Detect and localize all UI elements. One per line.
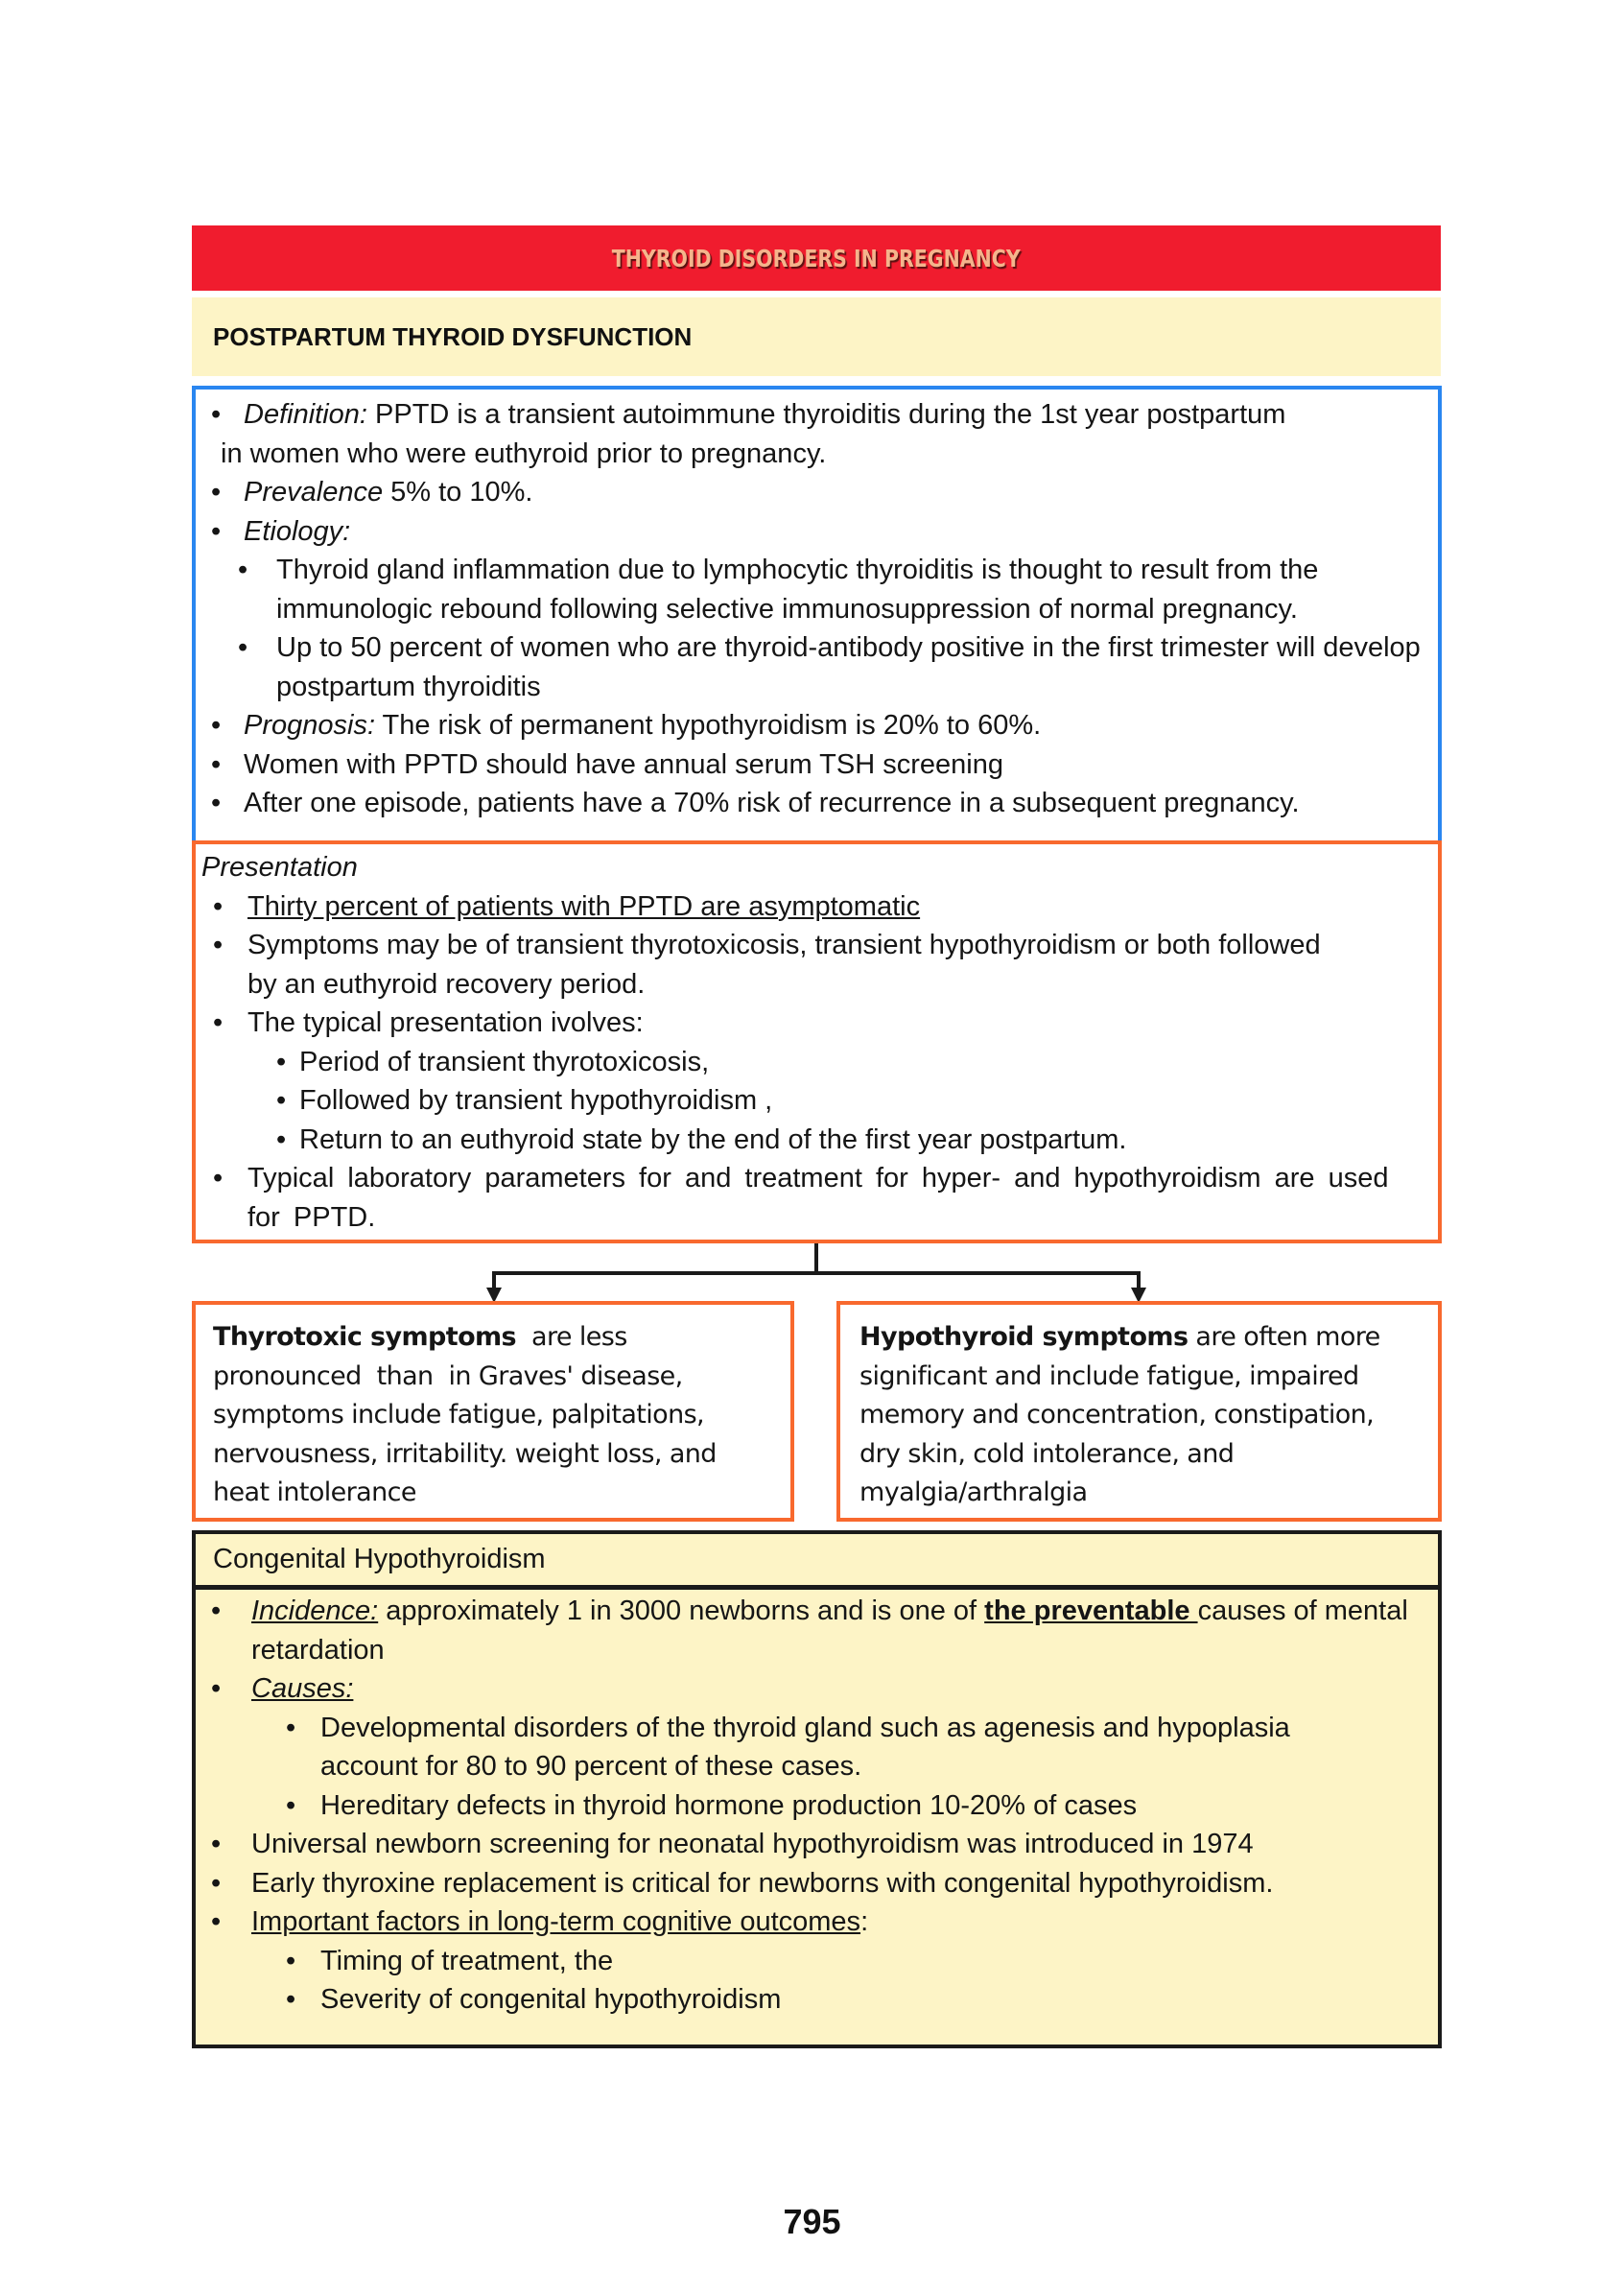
- etiology-subitem: • Up to 50 percent of women who are thyroid-antibody positive in the first trimester will develop postpartum thyroiditis: [196, 628, 1438, 706]
- prognosis-label: Prognosis:: [244, 710, 376, 741]
- incidence-item: [196, 1592, 1409, 1669]
- congenital-box: [192, 1530, 1442, 2048]
- symptoms-item: • Symptoms may be of transient thyrotoxicosis, transient hypothyroidism or both followed by an euthyroid recovery period.: [201, 926, 1409, 1004]
- causes-subitem: • Developmental disorders of the thyroid gland such as agenesis and hypoplasia account for 80 to 90 percent of these cases.: [196, 1709, 1409, 1786]
- thyrotoxic-box: [192, 1301, 794, 1522]
- etiology-label: Etiology:: [244, 515, 351, 547]
- definition-item: [196, 395, 1438, 435]
- hypothyroid-box: [836, 1301, 1442, 1522]
- recurrence-item: • After one episode, patients have a 70% risk of recurrence in a subsequent pregnancy.: [196, 784, 1438, 823]
- asymptomatic-text: Thirty percent of patients with PPTD are asymptomatic: [247, 890, 921, 922]
- chapter-title: THYROID DISORDERS IN PREGNANCY: [612, 244, 1021, 272]
- typical-subitem: • Followed by transient hypothyroidism ,: [201, 1081, 1409, 1121]
- definition-label: Definition:: [244, 399, 367, 430]
- factors-label: Important factors in long-term cognitive outcomes: [251, 1906, 861, 1937]
- thyrotoxic-text: are less pronounced than in Graves' disease, symptoms include fatigue, palpitations, nervousness, irritability. weight loss, and heat intolerance: [213, 1322, 724, 1507]
- definition-text: PPTD is a transient autoimmune thyroiditis during the 1st year postpartum: [366, 399, 1286, 430]
- section-header: [192, 297, 1441, 376]
- causes-item: [196, 1669, 1409, 1709]
- typical-subitem: • Period of transient thyrotoxicosis,: [201, 1043, 1409, 1082]
- incidence-bold: the preventable: [984, 1596, 1198, 1626]
- typical-intro-item: • The typical presentation ivolves:: [201, 1004, 1409, 1043]
- overview-box: [192, 386, 1442, 842]
- congenital-header: [196, 1534, 1438, 1590]
- factors-subitem: • Timing of treatment, the: [196, 1942, 1409, 1981]
- prevalence-label: Prevalence: [244, 477, 384, 508]
- prognosis-text: The risk of permanent hypothyroidism is 20% to 60%.: [375, 710, 1042, 741]
- chapter-banner: [192, 225, 1441, 291]
- definition-continuation: in women who were euthyroid prior to pregnancy.: [221, 437, 827, 469]
- page-number: 795: [783, 2202, 841, 2241]
- factors-subitem: • Severity of congenital hypothyroidism: [196, 1980, 1409, 2020]
- incidence-text-end: causes of mental retardation: [251, 1596, 1408, 1666]
- thyroxine-item: • Early thyroxine replacement is critical for newborns with congenital hypothyroidism.: [196, 1864, 1409, 1903]
- factors-item: [196, 1903, 1409, 1942]
- congenital-heading: Congenital Hypothyroidism: [213, 1544, 546, 1575]
- thyrotoxic-label: Thyrotoxic symptoms: [213, 1322, 517, 1352]
- hypothyroid-text: are often more significant and include fatigue, impaired memory and concentration, constipation, dry skin, cold intolerance, and myalgia/arthralgia: [859, 1322, 1380, 1507]
- prognosis-item: [196, 706, 1438, 745]
- factors-colon: :: [860, 1906, 869, 1937]
- prevalence-text: 5% to 10%.: [383, 477, 533, 508]
- hypothyroid-label: Hypothyroid symptoms: [859, 1322, 1189, 1352]
- section-title: POSTPARTUM THYROID DYSFUNCTION: [213, 321, 693, 351]
- incidence-label: Incidence:: [251, 1596, 379, 1626]
- asymptomatic-item: [201, 887, 1409, 927]
- lab-item: • Typical laboratory parameters for and treatment for hyper- and hypothyroidism are used for PPTD.: [201, 1159, 1409, 1237]
- typical-subitem: • Return to an euthyroid state by the end of the first year postpartum.: [201, 1121, 1409, 1160]
- presentation-box: [192, 840, 1442, 1243]
- screening-item: • Women with PPTD should have annual serum TSH screening: [196, 745, 1438, 785]
- etiology-item: [196, 512, 1438, 552]
- prevalence-item: [196, 473, 1438, 512]
- incidence-text: approximately 1 in 3000 newborns and is one of: [378, 1596, 985, 1626]
- causes-label: Causes:: [251, 1673, 354, 1704]
- etiology-subitem: • Thyroid gland inflammation due to lymphocytic thyroiditis is thought to result from the immunologic rebound following selective immunosuppression of normal pregnancy.: [196, 551, 1438, 628]
- causes-subitem: • Hereditary defects in thyroid hormone production 10-20% of cases: [196, 1786, 1409, 1826]
- presentation-heading: Presentation: [201, 852, 358, 883]
- screening-history-item: • Universal newborn screening for neonatal hypothyroidism was introduced in 1974: [196, 1825, 1409, 1864]
